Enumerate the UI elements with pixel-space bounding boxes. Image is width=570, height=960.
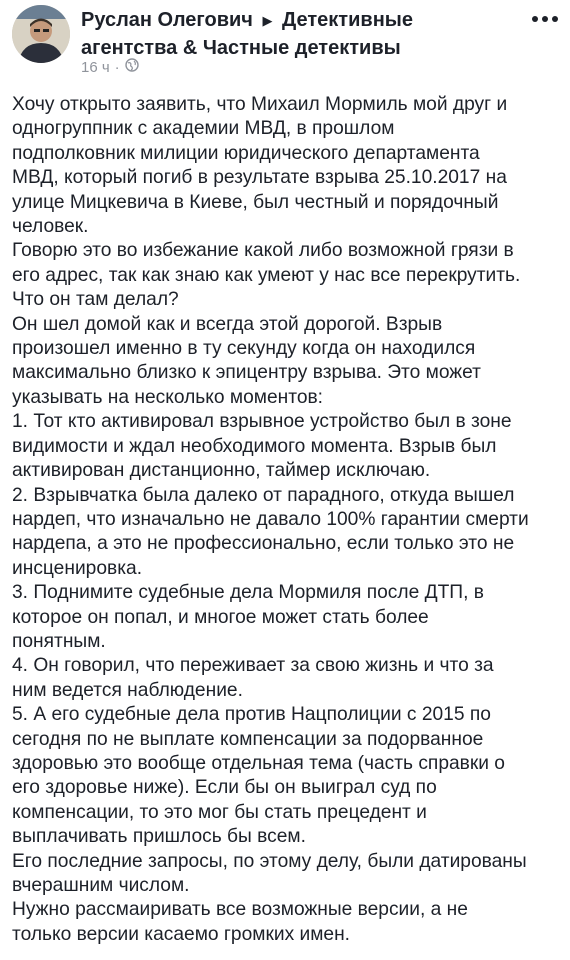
post-text: Хочу открыто заявить, что Михаил Мормиль мой друг и одногруппник с академии МВД, в прошлом подполковник милиции юридического департамента МВД, который погиб в результате взрыва 25.10.2017 на улице Мицкевича в Киеве, был честный и порядочный человек. Говорю это во избежание какой либо возможной грязи в его адрес, так как знаю как умеют у нас все перекрутить. Что он там делал? Он шел домой как и всегда этой дорогой. Взрыв произошел именно в ту секунду когда он находился максимально близко к эпицентру взрыва. Это может указывать на несколько моментов: 1. Тот кто активировал взрывное устройство был в зоне видимости и ждал необходимого момента. Взрыв был активирован дистанционно, таймер исключаю. 2. Взрывчатка была далеко от парадного, откуда вышел нардеп, что изначально не давало 100% гарантии смерти нардепа, а это не профессионально, если только это не инсценировка. 3. Поднимите судебные дела Мормиля после ДТП, в которое он попал, и многое может стать более понятным. 4. Он говорил, что переживает за свою жизнь и что за ним ведется наблюдение. 5. А его судебные дела против Нацполиции с 2015 по сегодня по не выплате компенсации за подорванное здоровью это вообще отдельная тема (часть справки о его здоровье ниже). Если бы он выиграл суд по компенсации, то это мог бы стать прецедент и выплачивать пришлось бы всем. Его последние запросы, по этому делу, были датированы вчерашним числом. Нужно рассмаиривать все возможные версии, а не только версии касаемо громких имен. [12, 94, 529, 945]
more-options-icon [532, 16, 538, 22]
avatar-image [12, 5, 70, 63]
meta-separator: · [114, 58, 120, 76]
author-name[interactable]: Руслан Олегович [81, 9, 253, 31]
more-options-button[interactable] [532, 12, 558, 26]
arrow-right-icon: ▶ [262, 13, 273, 28]
group-name[interactable]: Детективные агентства & Частные детективы [81, 9, 413, 59]
post-header [0, 0, 570, 90]
post-timestamp[interactable]: 16 ч [81, 58, 110, 76]
globe-icon [125, 58, 139, 77]
avatar[interactable] [12, 5, 70, 63]
post-meta [81, 58, 139, 77]
post-title [81, 7, 511, 61]
